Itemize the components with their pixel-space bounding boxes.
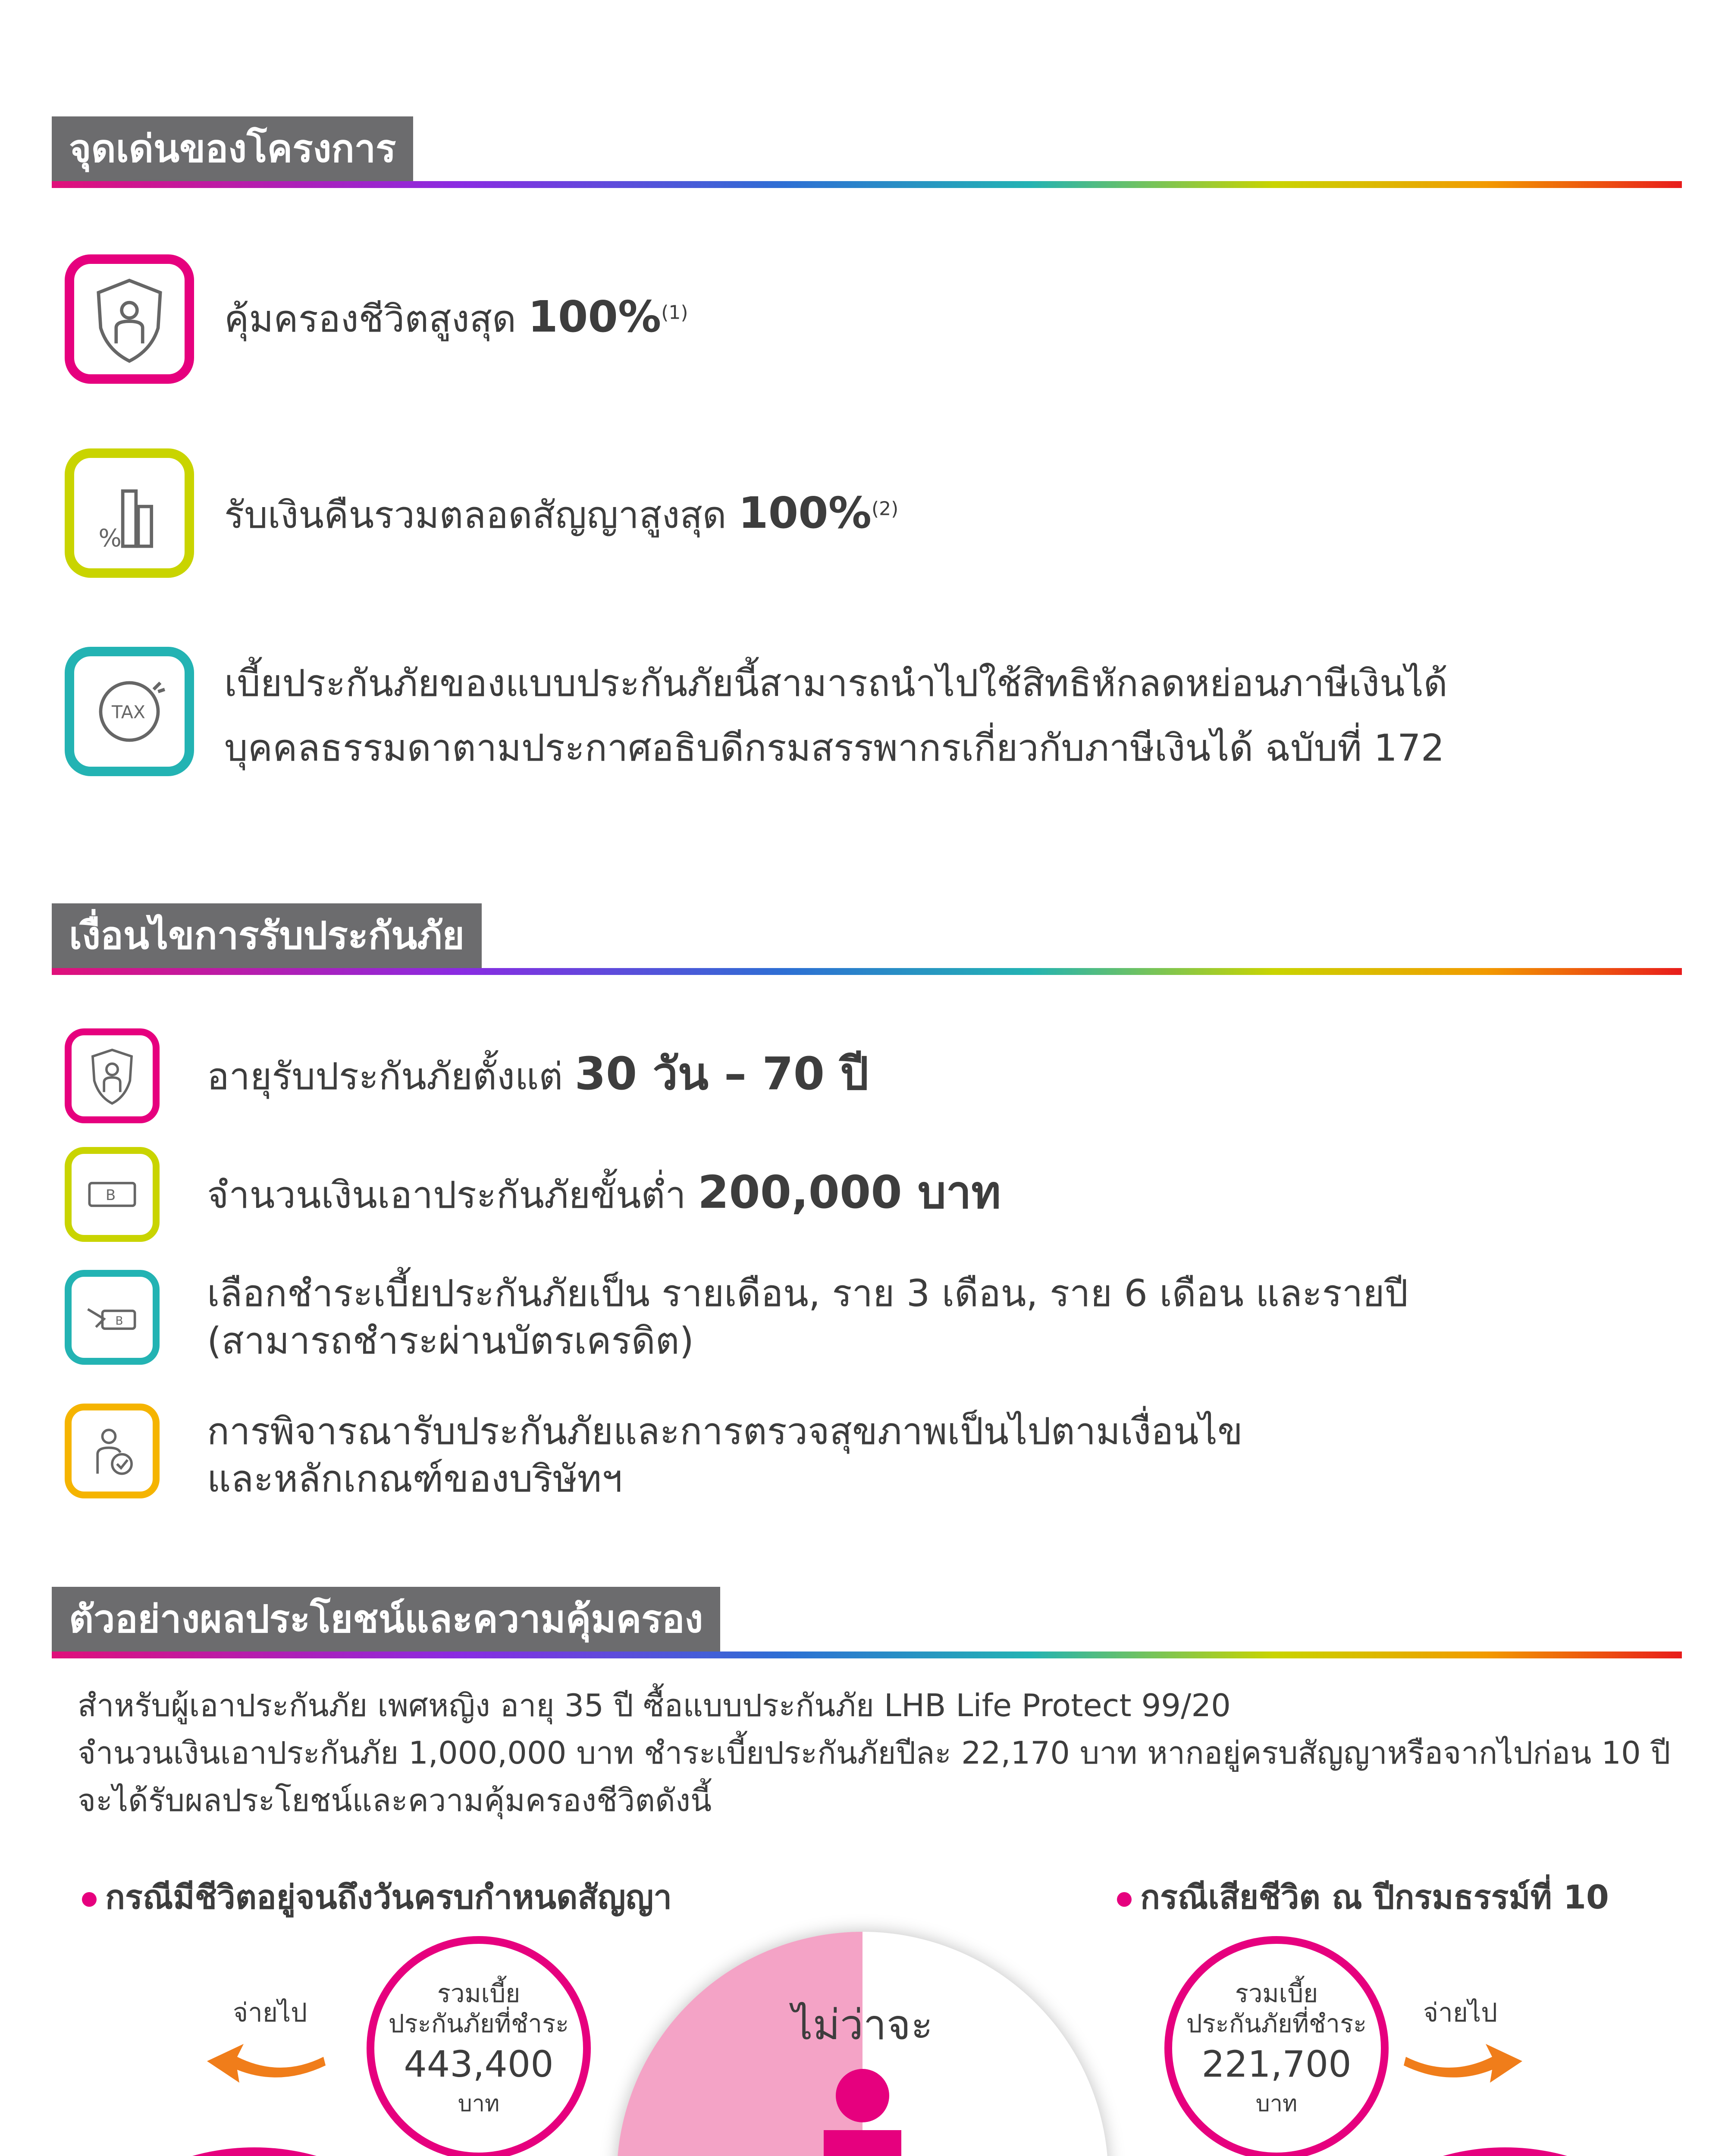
condition-payment: เลือกชำระเบี้ยประกันภัยเป็น รายเดือน, ราย 3 เดือน, ราย 6 เดือน และรายปี (สามารถชำระผ่านบัตรเครดิต) xyxy=(207,1272,1408,1363)
section-divider xyxy=(52,181,1682,188)
case-title-alive: กรณีมีชีวิตอยู่จนถึงวันครบกำหนดสัญญา xyxy=(82,1871,672,1923)
svg-text:%: % xyxy=(98,524,122,552)
center-top-text: ไม่ว่าจะ xyxy=(792,2001,933,2049)
svg-text:B: B xyxy=(105,1187,116,1204)
condition-age: อายุรับประกันภัยตั้งแต่ 30 วัน – 70 ปี xyxy=(207,1047,869,1100)
arrow-left-icon xyxy=(203,2027,328,2096)
pay-out-label-left: จ่ายไป xyxy=(233,1998,307,2028)
premium-paid-label: รวมเบี้ย ประกันภัยที่ชำระ xyxy=(388,1979,569,2038)
bullet-dot xyxy=(1117,1892,1132,1907)
person-icon xyxy=(65,1028,160,1123)
tax-icon xyxy=(65,647,194,776)
premium-paid-unit: บาท xyxy=(458,2091,500,2117)
section-divider xyxy=(52,968,1682,975)
condition-minimum-sum: จำนวนเงินเอาประกันภัยขั้นต่ำ 200,000 บาท xyxy=(207,1166,1001,1219)
arrow-right-icon xyxy=(1402,2027,1527,2096)
svg-text:B: B xyxy=(115,1314,123,1328)
premium-paid-amount: 443,400 xyxy=(404,2043,554,2085)
bar-chart-percent-icon xyxy=(65,448,194,578)
bullet-dot xyxy=(82,1892,97,1907)
section-title-conditions: เงื่อนไขการรับประกันภัย xyxy=(52,903,482,968)
person-check-icon xyxy=(65,1404,160,1498)
section-title-highlights: จุดเด่นของโครงการ xyxy=(52,116,413,181)
condition-underwriting: การพิจารณารับประกันภัยและการตรวจสุขภาพเป็นไปตามเงื่อนไข และหลักเกณฑ์ของบริษัทฯ xyxy=(207,1410,1243,1501)
banknote-icon xyxy=(65,1147,160,1242)
payment-hand-icon xyxy=(65,1270,160,1365)
highlight-cashback: รับเงินคืนรวมตลอดสัญญาสูงสุด 100%$^{(2)}$ xyxy=(224,488,899,538)
pay-out-label-right: จ่ายไป xyxy=(1423,1998,1498,2028)
premium-paid-label: รวมเบี้ย ประกันภัยที่ชำระ xyxy=(1186,1979,1367,2038)
premium-paid-circle-left xyxy=(367,1936,591,2156)
svg-text:TAX: TAX xyxy=(112,702,145,723)
premium-paid-circle-right xyxy=(1164,1936,1389,2156)
case-title-death: กรณีเสียชีวิต ณ ปีกรมธรรม์ที่ 10 xyxy=(1117,1871,1609,1923)
person-figure-icon xyxy=(802,2065,923,2156)
example-intro: สำหรับผู้เอาประกันภัย เพศหญิง อายุ 35 ปี ซื้อแบบประกันภัย LHB Life Protect 99/20 จำนวนเงินเอาประกันภัย 1,000,000 บาท ชำระเบี้ยประกันภัยปีละ 22,170 บาท หากอยู่ครบสัญญาหรือจากไปก่อน 10 ปี จะได้รับผลประโยชน์และความคุ้มครองชีวิตดังนี้ xyxy=(78,1687,1671,1818)
premium-paid-amount: 221,700 xyxy=(1201,2043,1352,2085)
benefit-circle-left xyxy=(26,2147,483,2156)
shield-person-icon xyxy=(65,254,194,384)
highlight-coverage: คุ้มครองชีวิตสูงสุด 100%$^{(1)}$ xyxy=(224,291,688,342)
premium-paid-unit: บาท xyxy=(1255,2091,1298,2117)
benefit-circle-right xyxy=(1276,2147,1725,2156)
section-title-example: ตัวอย่างผลประโยชน์และความคุ้มครอง xyxy=(52,1587,720,1651)
section-divider xyxy=(52,1651,1682,1658)
highlight-tax: เบี้ยประกันภัยของแบบประกันภัยนี้สามารถนำไปใช้สิทธิหักลดหย่อนภาษีเงินได้ บุคคลธรรมดาตามประกาศอธิบดีกรมสรรพากรเกี่ยวกับภาษีเงินได้ ฉบับที่ 172 xyxy=(224,662,1448,770)
